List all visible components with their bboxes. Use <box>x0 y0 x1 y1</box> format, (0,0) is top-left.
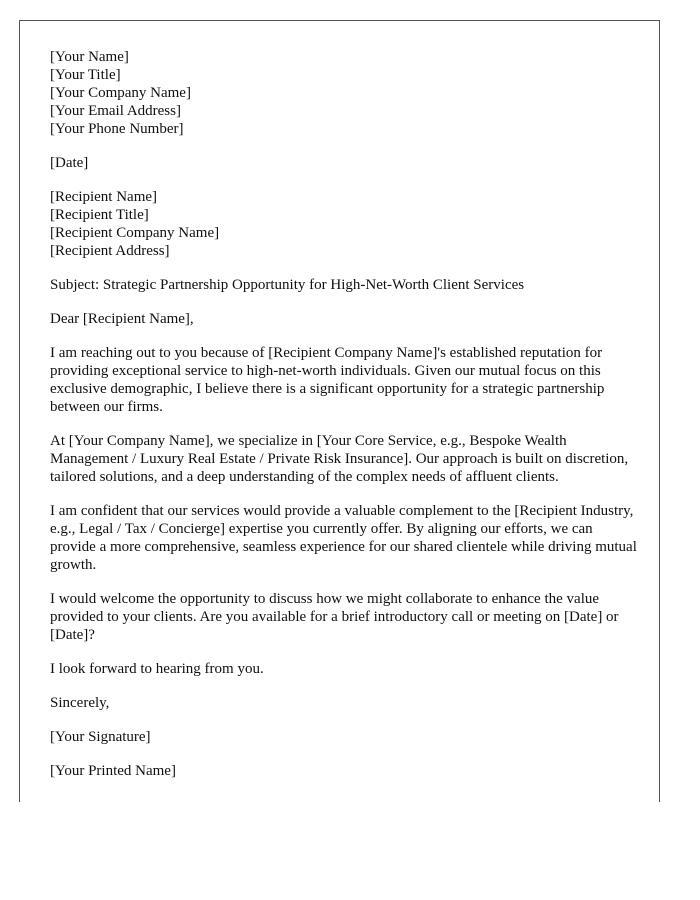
letter-page <box>19 20 660 802</box>
recipient-block <box>50 188 642 260</box>
recipient-title: [Recipient Title] <box>50 207 149 223</box>
sender-name: [Your Name] <box>50 49 129 65</box>
recipient-address: [Recipient Address] <box>50 243 170 259</box>
subject-line: Subject: Strategic Partnership Opportunity for High-Net-Worth Client Services <box>50 277 525 293</box>
signature-placeholder: [Your Signature] <box>50 729 151 745</box>
body-paragraph: I would welcome the opportunity to discuss how we might collaborate to enhance the value provided to your clients. Are you available for a brief introductory call or meeting on [Date] or [Date]? <box>50 591 619 643</box>
salutation: Dear [Recipient Name], <box>50 311 194 327</box>
body-paragraph: I am reaching out to you because of [Recipient Company Name]'s established reputation for providing exceptional service to high-net-worth individuals. Given our mutual focus on this exclusive demographic, I believe there is a significant opportunity for a strategic partnership between our firms. <box>50 345 605 415</box>
recipient-company: [Recipient Company Name] <box>50 225 220 241</box>
letter-date: [Date] <box>50 155 89 171</box>
sender-phone: [Your Phone Number] <box>50 121 184 137</box>
body-paragraph: I am confident that our services would provide a valuable complement to the [Recipient Industry, e.g., Legal / Tax / Concierge] expertise you currently offer. By aligning our efforts, we can provide a more comprehensive, seamless experience for our shared clientele while driving mutual growth. <box>50 503 637 573</box>
sender-email: [Your Email Address] <box>50 103 181 119</box>
sender-company: [Your Company Name] <box>50 85 191 101</box>
recipient-name: [Recipient Name] <box>50 189 158 205</box>
date-block <box>50 154 642 172</box>
letter-content <box>50 48 642 796</box>
body-paragraph: I look forward to hearing from you. <box>50 661 264 677</box>
closing: Sincerely, <box>50 695 110 711</box>
body-paragraph: At [Your Company Name], we specialize in [Your Core Service, e.g., Bespoke Wealth Management / Luxury Real Estate / Private Risk Insurance]. Our approach is built on discretion, tailored solutions, and a deep understanding of the complex needs of affluent clients. <box>50 433 629 485</box>
sender-block <box>50 48 642 138</box>
printed-name: [Your Printed Name] <box>50 763 176 779</box>
sender-title: [Your Title] <box>50 67 121 83</box>
